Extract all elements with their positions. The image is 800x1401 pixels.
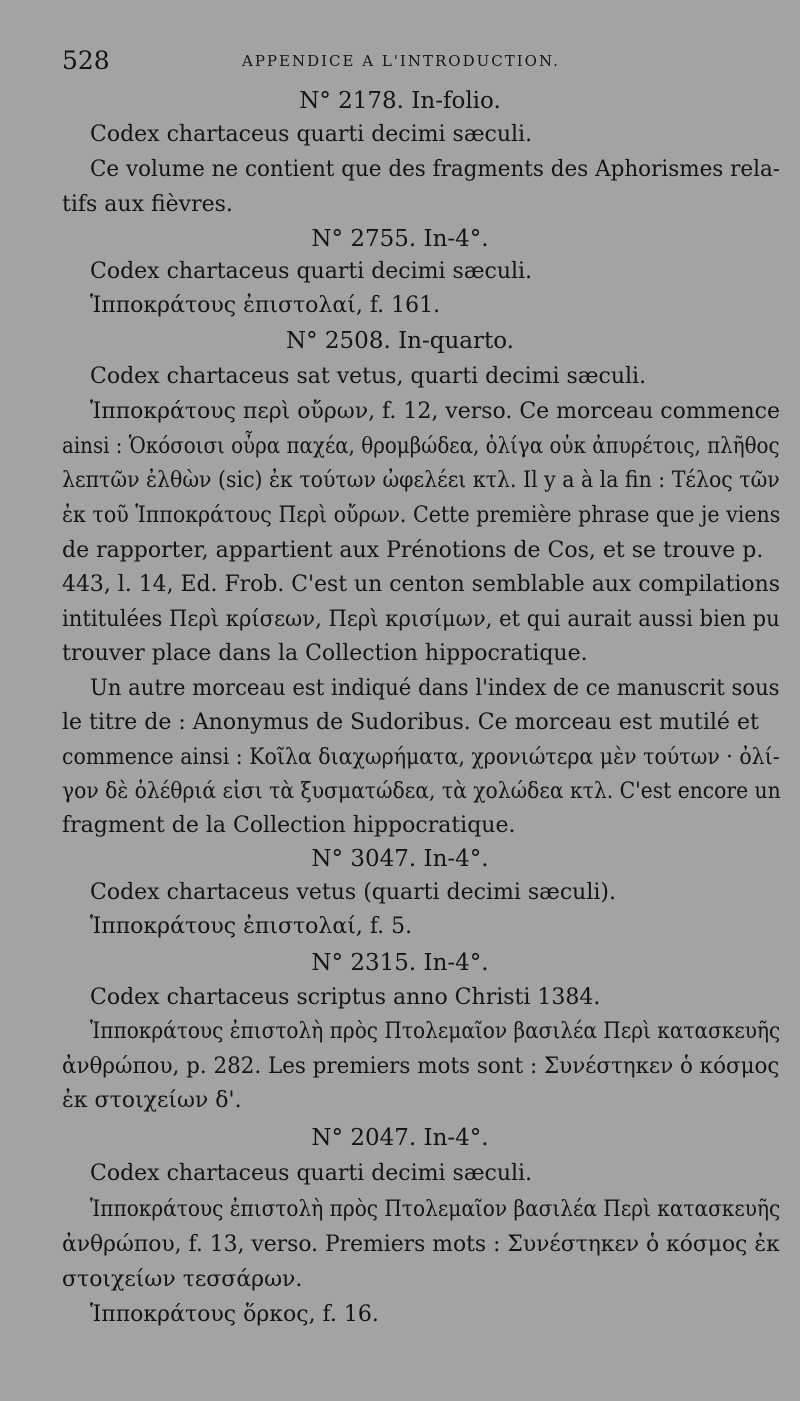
text-line: le titre de : Anonymus de Sudoribus. Ce morceau est mutilé et xyxy=(62,710,759,735)
text-line: Codex chartaceus quarti decimi sæculi. xyxy=(90,122,533,147)
running-title: APPENDICE A L'INTRODUCTION. xyxy=(242,52,560,70)
text-line: λεπτῶν ἐλθὼν (sic) ἐκ τούτων ὠφελέει κτλ. Il y a à la fin : Τέλος τῶν xyxy=(62,468,780,493)
text-line: trouver place dans la Collection hippocratique. xyxy=(62,641,588,666)
text-line: ἀνθρώπου, f. 13, verso. Premiers mots : Συνέστηκεν ὁ κόσμος ἐκ xyxy=(62,1232,780,1257)
text-line: Ἱπποκράτους ἐπιστολὴ πρὸς Πτολεμαῖον βασιλέα Περὶ κατασκευῆς xyxy=(90,1197,781,1222)
text-line: commence ainsi : Κοῖλα διαχωρήματα, χρονιώτερα μὲν τούτων · ὀλί- xyxy=(62,745,780,770)
text-line: Codex chartaceus quarti decimi sæculi. xyxy=(90,1161,533,1186)
text-line: Un autre morceau est indiqué dans l'index de ce manuscrit sous xyxy=(90,676,780,701)
text-line: Codex chartaceus quarti decimi sæculi. xyxy=(90,259,533,284)
text-line: de rapporter, appartient aux Prénotions de Cos, et se trouve p. xyxy=(62,538,764,563)
text-line: Ce volume ne contient que des fragments des Aphorismes rela- xyxy=(90,157,781,182)
text-line: Ἱπποκράτους ἐπιστολὴ πρὸς Πτολεμαῖον βασιλέα Περὶ κατασκευῆς xyxy=(90,1019,781,1044)
entry-heading: N° 2178. In-folio. xyxy=(299,88,501,114)
text-line: Ἱπποκράτους ἐπιστολαί, f. 5. xyxy=(90,914,413,939)
text-line: ἐκ τοῦ Ἱπποκράτους Περὶ οὔρων. Cette première phrase que je viens xyxy=(62,503,781,528)
text-line: fragment de la Collection hippocratique. xyxy=(62,813,516,838)
text-line: ἀνθρώπου, p. 282. Les premiers mots sont : Συνέστηκεν ὁ κόσμος xyxy=(62,1054,780,1079)
page-number: 528 xyxy=(62,46,110,75)
text-line: ἐκ στοιχείων δ'. xyxy=(62,1088,242,1113)
page-header xyxy=(62,46,770,76)
text-line: Codex chartaceus scriptus anno Christi 1384. xyxy=(90,985,601,1010)
text-line: 443, l. 14, Ed. Frob. C'est un centon semblable aux compilations xyxy=(62,572,780,597)
text-line: intitulées Περὶ κρίσεων, Περὶ κρισίμων, et qui aurait aussi bien pu xyxy=(62,607,780,632)
text-line: Ἱπποκράτους περὶ οὔρων, f. 12, verso. Ce morceau commence xyxy=(90,399,780,424)
text-line: ainsi : Ὁκόσοισι οὖρα παχέα, θρομβώδεα, ὀλίγα οὐκ ἀπυρέτοις, πλῆθος xyxy=(62,434,780,459)
text-line: Ἱπποκράτους ἐπιστολαί, f. 161. xyxy=(90,293,441,318)
text-line: Codex chartaceus vetus (quarti decimi sæculi). xyxy=(90,880,616,905)
text-line: Codex chartaceus sat vetus, quarti decimi sæculi. xyxy=(90,364,647,389)
entry-heading: N° 2047. In-4°. xyxy=(311,1125,489,1151)
text-line: Ἱπποκράτους ὅρκος, f. 16. xyxy=(90,1302,379,1327)
entry-heading: N° 2755. In-4°. xyxy=(311,226,489,252)
entry-heading: N° 2508. In-quarto. xyxy=(285,328,514,354)
text-line: στοιχείων τεσσάρων. xyxy=(62,1267,303,1292)
entry-heading: N° 2315. In-4°. xyxy=(311,950,489,976)
entry-heading: N° 3047. In-4°. xyxy=(311,846,489,872)
text-line: tifs aux fièvres. xyxy=(62,192,233,217)
text-line: γον δὲ ὀλέθριά εἰσι τὰ ξυσματώδεα, τὰ χολώδεα κτλ. C'est encore un xyxy=(62,779,781,804)
